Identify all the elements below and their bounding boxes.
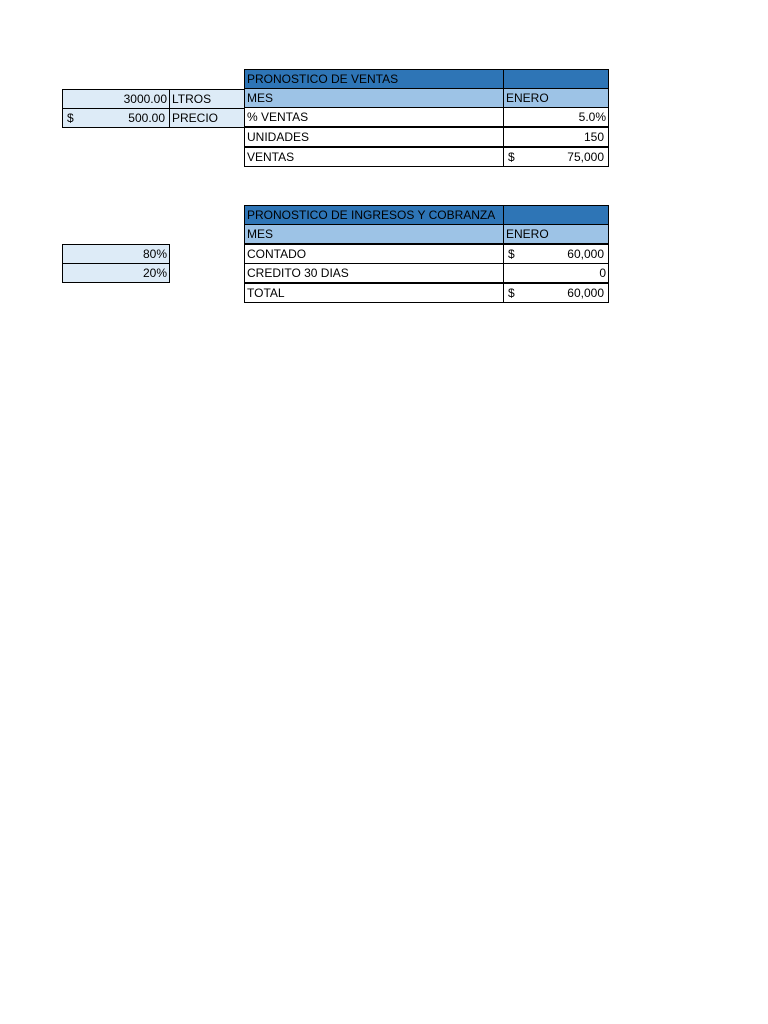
cash-pct-value: 80% [142,247,167,261]
income-row-label: TOTAL [247,286,285,300]
liters-label-cell[interactable] [169,89,245,109]
sales-row-label-cell[interactable] [244,147,504,167]
sales-row-label: UNIDADES [247,130,310,144]
price-label-cell[interactable] [169,108,245,128]
cash-pct-cell[interactable] [62,244,170,264]
income-row-label-cell[interactable] [244,283,504,303]
sales-row-label: % VENTAS [247,110,309,124]
income-header-month-cell[interactable] [503,224,609,244]
income-row-label-cell[interactable] [244,263,504,283]
sales-row-value: 75,000 [567,150,604,164]
income-row-label: CONTADO [247,247,307,261]
sales-forecast-title-empty-cell[interactable] [503,69,609,89]
sales-header-label-cell[interactable] [244,88,504,108]
sales-row-value: 5.0% [578,110,606,124]
sales-row-currency: $ [508,150,515,164]
income-row-currency: $ [508,247,515,261]
income-forecast-title-cell[interactable] [244,205,504,225]
income-row-value: 60,000 [567,286,604,300]
income-row-label-cell[interactable] [244,244,504,264]
income-header-month: ENERO [506,227,549,241]
income-header-label: MES [247,227,274,241]
income-row-value: 0 [599,266,606,280]
sales-forecast-title-cell[interactable] [244,69,504,89]
income-row-label: CREDITO 30 DIAS [247,266,349,280]
liters-label: LTROS [172,92,212,106]
credit-pct-cell[interactable] [62,263,170,283]
income-row-value-cell[interactable] [503,263,609,283]
sales-row-label-cell[interactable] [244,127,504,147]
sales-row-value: 150 [583,130,604,144]
liters-input-cell[interactable] [62,89,170,109]
liters-value: 3000.00 [123,92,167,106]
sales-row-value-cell[interactable] [503,127,609,147]
sales-header-month-cell[interactable] [503,88,609,108]
income-row-value-cell[interactable] [503,283,609,303]
sales-row-value-cell[interactable] [503,107,609,127]
price-currency: $ [67,111,74,125]
sales-row-label-cell[interactable] [244,107,504,127]
income-row-currency: $ [508,286,515,300]
price-value: 500.00 [128,111,165,125]
sales-header-month: ENERO [506,91,549,105]
income-header-label-cell[interactable] [244,224,504,244]
sales-row-label: VENTAS [247,150,295,164]
income-forecast-title: PRONOSTICO DE INGRESOS Y COBRANZA [247,208,496,222]
income-row-value-cell[interactable] [503,244,609,264]
sales-header-label: MES [247,91,274,105]
income-row-value: 60,000 [567,247,604,261]
credit-pct-value: 20% [142,266,167,280]
price-label: PRECIO [172,111,219,125]
sales-forecast-title: PRONOSTICO DE VENTAS [247,72,399,86]
sales-row-value-cell[interactable] [503,147,609,167]
price-input-cell[interactable] [62,108,170,128]
income-forecast-title-empty-cell[interactable] [503,205,609,225]
